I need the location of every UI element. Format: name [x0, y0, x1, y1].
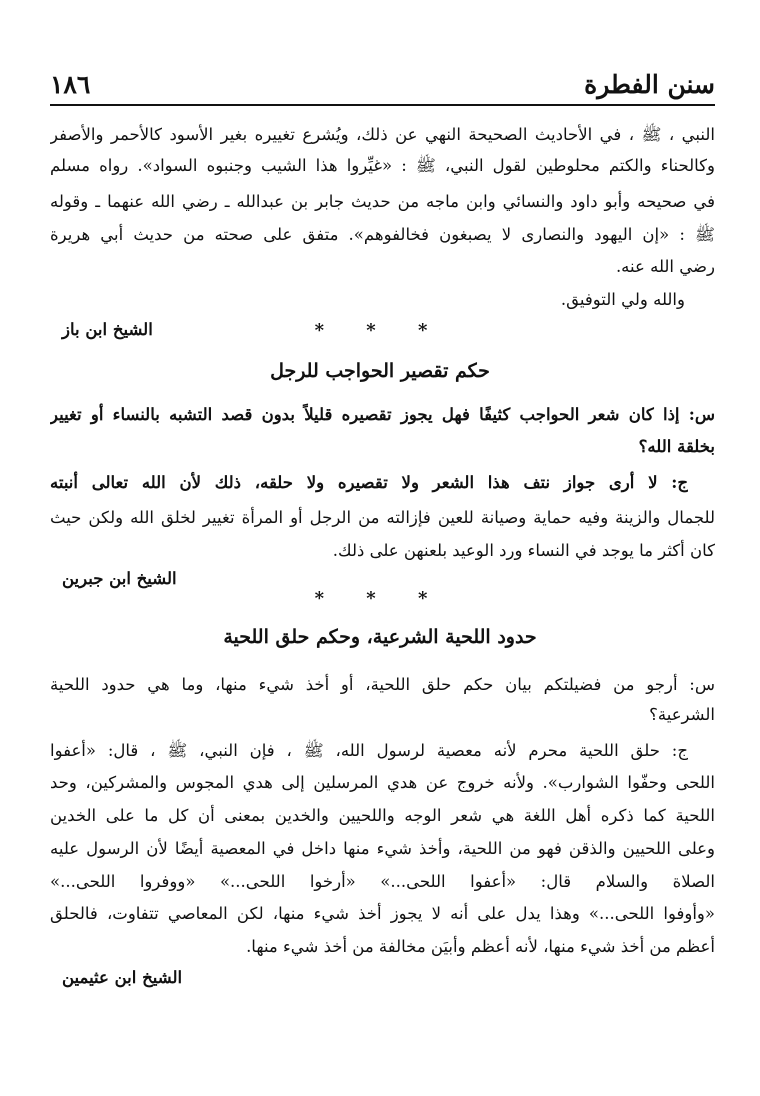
closing-line: والله ولي التوفيق. — [560, 290, 685, 309]
answer-line: اللحية كما ذكره أهل اللغة هي شعر الوجه واللحيين والخدين بمعنى أن كل ما على الخدين — [50, 806, 715, 825]
answer-line: للجمال والزينة وفيه حماية وصيانة للعين فإزالته من الرجل أو المرأة تغيير لخلق الله ولكن حيث — [50, 508, 715, 527]
text-line: رضي الله عنه. — [615, 257, 715, 276]
question-line: الشرعية؟ — [649, 705, 715, 724]
author-signature: الشيخ ابن باز — [62, 320, 153, 339]
text-line: ﷺ : «إن اليهود والنصارى لا يصبغون فخالفوهم». متفق على صحته من حديث أبي هريرة — [50, 225, 715, 244]
section-separator: * * * — [314, 588, 446, 609]
author-signature: الشيخ ابن جبرين — [62, 569, 177, 588]
answer-line: أعظم من أخذ شيء منها، لأنه أعظم وأبيَن مخالفة من أخذ شيء منها. — [246, 937, 715, 956]
answer-line: الصلاة والسلام قال: «أعفوا اللحى...» «أرخوا اللحى...» «ووفروا اللحى...» — [50, 872, 715, 891]
page-number: ١٨٦ — [50, 70, 91, 99]
answer-line: كان أكثر ما يوجد في النساء ورد الوعيد بلعنهن على ذلك. — [332, 541, 715, 560]
answer-line: وعلى اللحيين والذقن فهو من اللحية، وأخذ شيء منها داخل في المعصية أيضًا لأن الرسول عليه — [50, 839, 715, 858]
section-title: حكم تقصير الحواجب للرجل — [270, 360, 490, 382]
section-title: حدود اللحية الشرعية، وحكم حلق اللحية — [223, 626, 537, 648]
page-header — [50, 70, 715, 106]
question-line: س: إذا كان شعر الحواجب كثيفًا فهل يجوز تقصيره قليلاً بدون قصد التشبه بالنساء أو تغيير — [50, 405, 715, 424]
text-line: في صحيحه وأبو داود والنسائي وابن ماجه من حديث جابر بن عبدالله ـ رضي الله عنهما ـ وقوله — [50, 192, 715, 211]
author-signature: الشيخ ابن عثيمين — [62, 968, 183, 987]
text-line: النبي ، ﷺ ، في الأحاديث الصحيحة النهي عن ذلك، ويُشرع تغييره بغير الأسود كالأحمر والأصفر — [50, 125, 715, 144]
question-line: بخلقة الله؟ — [638, 437, 715, 456]
text-line: وكالحناء والكتم محلوطين لقول النبي، ﷺ : «غيِّروا هذا الشيب وجنبوه السواد». رواه مسلم — [50, 156, 715, 175]
answer-line: ج: لا أرى جواز نتف هذا الشعر ولا تقصيره ولا حلقه، ذلك لأن الله تعالى أنبته — [50, 473, 688, 492]
book-title: سنن الفطرة — [584, 70, 715, 99]
answer-line: اللحى وحفّوا الشوارب». ولأنه خروج عن هدي المرسلين إلى هدي المجوس والمشركين، وحد — [50, 773, 715, 792]
answer-line: ج: حلق اللحية محرم لأنه معصية لرسول الله، ﷺ ، فإن النبي، ﷺ ، قال: «أعفوا — [50, 741, 688, 760]
question-line: س: أرجو من فضيلتكم بيان حكم حلق اللحية، أو أخذ شيء منها، وما هي حدود اللحية — [50, 675, 715, 694]
section-separator: * * * — [314, 320, 446, 341]
answer-line: «وأوفوا اللحى...» وهذا يدل على أنه لا يجوز أخذ شيء منها، لكن المعاصي تتفاوت، فالحلق — [50, 904, 715, 923]
